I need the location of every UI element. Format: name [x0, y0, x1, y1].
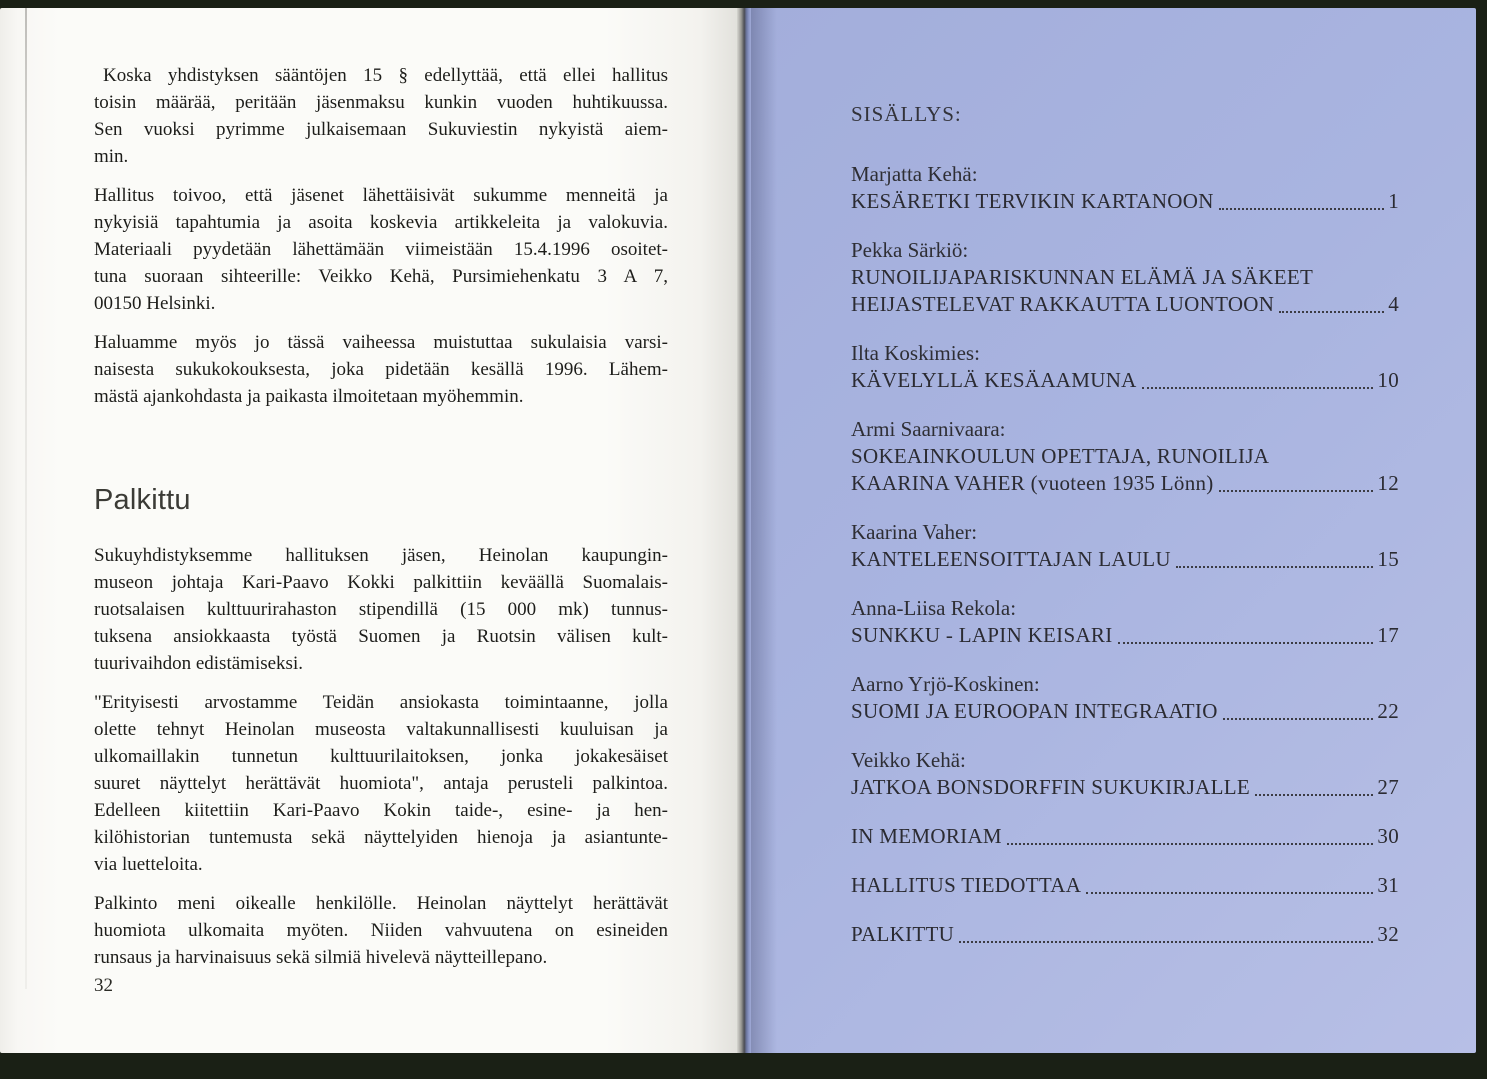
toc-entry — [851, 161, 1399, 215]
toc-entry — [851, 519, 1399, 573]
toc-title: SUOMI JA EUROOPAN INTEGRAATIO — [851, 699, 1218, 723]
toc-title: SUNKKU - LAPIN KEISARI — [851, 623, 1113, 647]
dot-leader — [1219, 490, 1374, 492]
toc-author: Marjatta Kehä: — [851, 162, 978, 186]
toc-entry — [851, 595, 1399, 649]
toc-page-number: 1 — [1388, 189, 1399, 213]
toc-title: KANTELEENSOITTAJAN LAULU — [851, 547, 1171, 571]
text-line: huomiota ulkomaita myöten. Niiden vahvuutena on esineiden — [94, 920, 668, 941]
text-line: runsaus ja harvinaisuus sekä silmiä hivelevä näytteillepano. — [94, 947, 548, 968]
text-line: nykyisiä tapahtumia ja asoita koskevia artikkeleita ja valokuvia. — [94, 212, 668, 233]
dot-leader — [1007, 843, 1374, 845]
dot-leader — [1223, 718, 1374, 720]
text-line: tuna suoraan sihteerille: Veikko Kehä, Pursimiehenkatu 3 A 7, — [94, 266, 668, 287]
paragraph — [94, 890, 668, 971]
toc-page-number: 32 — [1377, 922, 1399, 946]
toc-entry — [851, 340, 1399, 394]
toc-title: PALKITTU — [851, 922, 955, 946]
toc-title: RUNOILIJAPARISKUNNAN ELÄMÄ JA SÄKEET — [851, 265, 1314, 289]
toc-entry — [851, 823, 1399, 850]
toc-title: HEIJASTELEVAT RAKKAUTTA LUONTOON — [851, 292, 1275, 316]
toc-header: SISÄLLYS: — [851, 102, 962, 126]
text-line: museon johtaja Kari-Paavo Kokki palkittiin keväällä Suomalais- — [94, 572, 668, 593]
toc-title-line — [851, 698, 1399, 725]
toc-title-line — [851, 622, 1399, 649]
toc-title: JATKOA BONSDORFFIN SUKUKIRJALLE — [851, 775, 1251, 799]
toc-entries — [851, 161, 1399, 948]
toc-title: IN MEMORIAM — [851, 824, 1002, 848]
toc-title: KESÄRETKI TERVIKIN KARTANOON — [851, 189, 1214, 213]
toc-title-line — [851, 367, 1399, 394]
toc-page-number: 27 — [1377, 775, 1399, 799]
toc-page-number: 15 — [1377, 547, 1399, 571]
text-line: ruotsalaisen kulttuurirahaston stipendillä (15 000 mk) tunnus- — [94, 599, 668, 620]
text-line: olette tehnyt Heinolan museosta valtakunnallisesti kuuluisan ja — [94, 719, 668, 740]
page-edge-line — [25, 8, 27, 989]
text-line: tuksena ansiokkaasta työstä Suomen ja Ruotsin välisen kult- — [94, 626, 668, 647]
text-line: tuurivaihdon edistämiseksi. — [94, 653, 303, 674]
toc-entry — [851, 237, 1399, 318]
page-number: 32 — [94, 975, 113, 996]
text-line: naisesta sukukokouksesta, joka pidetään kesällä 1996. Lähem- — [94, 359, 668, 380]
toc-author: Anna-Liisa Rekola: — [851, 596, 1017, 620]
toc-title: KAARINA VAHER (vuoteen 1935 Lönn) — [851, 471, 1214, 495]
text-line: Palkinto meni oikealle henkilölle. Heinolan näyttelyt herättävät — [94, 893, 668, 914]
toc-title-line — [851, 823, 1399, 850]
left-page-text — [94, 62, 668, 983]
dot-leader — [1219, 208, 1384, 210]
toc-entry — [851, 671, 1399, 725]
toc-page-number: 12 — [1377, 471, 1399, 495]
text-line: 00150 Helsinki. — [94, 293, 216, 314]
text-line: suuret näyttelyt herättävät huomiota", antaja perusteli palkintoa. — [94, 773, 668, 794]
dot-leader — [1279, 311, 1384, 313]
text-line: toisin määrää, peritään jäsenmaksu kunkin vuoden huhtikuussa. — [94, 92, 668, 113]
toc-title-line — [851, 546, 1399, 573]
toc-entry — [851, 416, 1399, 497]
text-line: Sukuyhdistyksemme hallituksen jäsen, Heinolan kaupungin- — [94, 545, 668, 566]
text-line: "Erityisesti arvostamme Teidän ansiokasta toimintaanne, jolla — [94, 692, 668, 713]
toc-page-number: 30 — [1377, 824, 1399, 848]
toc-entry — [851, 921, 1399, 948]
left-page — [0, 8, 737, 1053]
toc-title: KÄVELYLLÄ KESÄAAMUNA — [851, 368, 1137, 392]
toc-entry — [851, 747, 1399, 801]
toc-page-number: 4 — [1388, 292, 1399, 316]
toc-author: Aarno Yrjö-Koskinen: — [851, 672, 1040, 696]
toc-title-line — [851, 774, 1399, 801]
dot-leader — [1142, 387, 1374, 389]
dot-leader — [1118, 642, 1374, 644]
paragraph — [94, 329, 668, 410]
toc-title-line — [851, 921, 1399, 948]
text-line: Sen vuoksi pyrimme julkaisemaan Sukuviestin nykyistä aiem- — [94, 119, 668, 140]
toc-author: Pekka Särkiö: — [851, 238, 969, 262]
right-page — [751, 8, 1476, 1053]
toc-page-number: 10 — [1377, 368, 1399, 392]
toc-title-line — [851, 470, 1399, 497]
toc-title: HALLITUS TIEDOTTAA — [851, 873, 1082, 897]
toc-author: Kaarina Vaher: — [851, 520, 978, 544]
text-line: Materiaali pyydetään lähettämään viimeistään 15.4.1996 osoitet- — [94, 239, 668, 260]
toc-author: Ilta Koskimies: — [851, 341, 980, 365]
toc-page-number: 17 — [1377, 623, 1399, 647]
toc-page-number: 22 — [1377, 699, 1399, 723]
toc-entry — [851, 872, 1399, 899]
toc-title: SOKEAINKOULUN OPETTAJA, RUNOILIJA — [851, 444, 1270, 468]
toc-author: Veikko Kehä: — [851, 748, 966, 772]
paragraph — [94, 62, 668, 170]
toc-page-number: 31 — [1377, 873, 1399, 897]
text-line: via luetteloita. — [94, 854, 203, 875]
dot-leader — [959, 941, 1373, 943]
text-line: min. — [94, 146, 129, 167]
dot-leader — [1086, 892, 1373, 894]
paragraph — [94, 182, 668, 317]
toc-title-line — [851, 188, 1399, 215]
book-gutter — [737, 8, 751, 1053]
toc-title-line — [851, 443, 1399, 470]
text-line: Koska yhdistyksen sääntöjen 15 § edellyttää, että ellei hallitus — [103, 65, 668, 86]
dot-leader — [1176, 566, 1374, 568]
section-heading: Palkittu — [94, 484, 191, 516]
text-line: Haluamme myös jo tässä vaiheessa muistuttaa sukulaisia varsi- — [94, 332, 668, 353]
text-line: mästä ajankohdasta ja paikasta ilmoitetaan myöhemmin. — [94, 386, 524, 407]
toc-author: Armi Saarnivaara: — [851, 417, 1006, 441]
text-line: Edelleen kiitettiin Kari-Paavo Kokin taide-, esine- ja hen- — [94, 800, 668, 821]
paragraphs-top — [94, 62, 668, 410]
toc-title-line — [851, 291, 1399, 318]
paragraph — [94, 542, 668, 677]
paragraph — [94, 689, 668, 878]
dot-leader — [1255, 794, 1373, 796]
paragraphs-bottom — [94, 542, 668, 971]
text-line: Hallitus toivoo, että jäsenet lähettäisivät sukumme menneitä ja — [94, 185, 668, 206]
toc-title-line — [851, 872, 1399, 899]
toc-title-line — [851, 264, 1399, 291]
table-of-contents — [851, 101, 1399, 970]
book-spread — [0, 8, 1476, 1053]
text-line: kilöhistorian tuntemusta sekä näyttelyiden hienoja ja asiantunte- — [94, 827, 668, 848]
text-line: ulkomaillakin tunnetun kulttuurilaitoksen, jonka jokakesäiset — [94, 746, 668, 767]
